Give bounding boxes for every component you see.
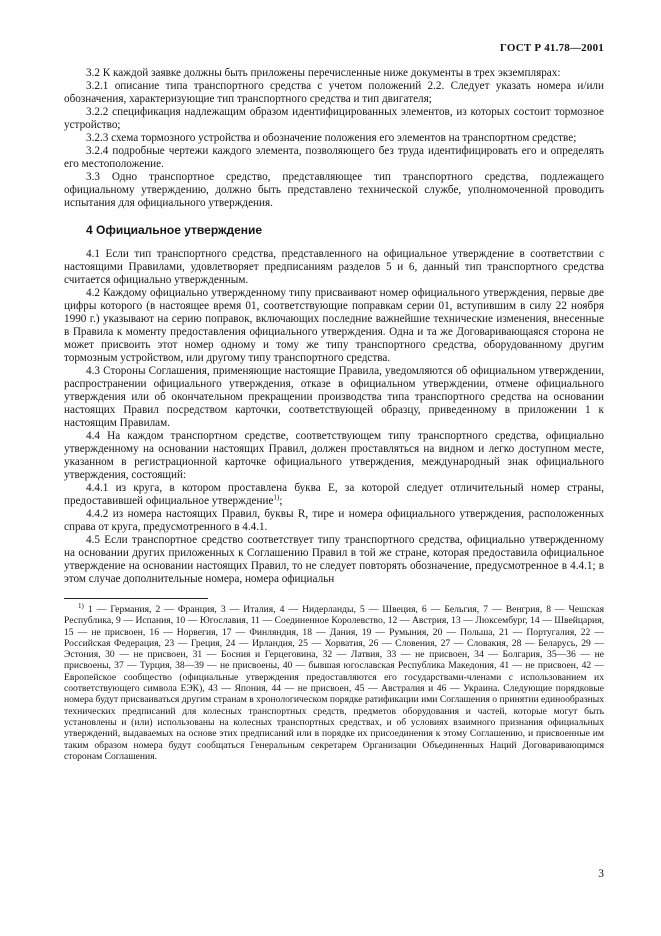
paragraph-3-2-1: 3.2.1 описание типа транспортного средства с учетом положений 2.2. Следует указать номера и/или обозначения, характеризующие тип транспортного средства и тип двигателя; xyxy=(64,80,604,105)
paragraph-4-4-2: 4.4.2 из номера настоящих Правил, буквы R, тире и номера официального утверждения, расположенных справа от круга, предусмотренного в 4.4.1. xyxy=(64,508,604,533)
paragraph-4-3: 4.3 Стороны Соглашения, применяющие настоящие Правила, уведомляются об официальном утверждении, распространении официального утверждения, отказе в официальном утверждении, отмене официального утверждения или об окончательном прекращении производства типа транспортного средства на основании настоящих Правил посредством карточки, соответствующей образцу, приведенному в приложении 1 к настоящим Правилам. xyxy=(64,365,604,429)
doc-number: ГОСТ Р 41.78—2001 xyxy=(499,42,604,54)
footnote-section xyxy=(64,598,604,762)
paragraph-3-2-4: 3.2.4 подробные чертежи каждого элемента, позволяющего без труда идентифицировать его и определять его местоположение. xyxy=(64,145,604,170)
paragraph-text: 4.4.1 из круга, в котором проставлена буква Е, за которой следует отличительный номер страны, предоставившей официальное утверждение xyxy=(64,482,604,507)
paragraph-text: ; xyxy=(279,495,283,507)
section-4-heading: 4 Официальное утверждение xyxy=(86,223,263,237)
document-body xyxy=(64,67,604,586)
paragraph-3-3: 3.3 Одно транспортное средство, представляющее тип транспортного средства, подлежащего официальному утверждению, должно быть представлено технической службе, уполномоченной проводить испытания для официального утверждения. xyxy=(64,171,604,209)
paragraph-4-5: 4.5 Если транспортное средство соответствует типу транспортного средства, официально утвержденному на основании других приложенных к Соглашению Правил в той же стране, которая предоставила официальное утверждение на основании настоящих Правил, то не следует повторять обозначение, предусмотренное в 4.4.1; в этом случае дополнительные номера, номера официальн xyxy=(64,534,604,585)
doc-header xyxy=(64,42,604,54)
page-number: 3 xyxy=(598,868,604,880)
paragraph-4-4: 4.4 На каждом транспортном средстве, соответствующем типу транспортного средства, официально утвержденному на основании настоящих Правил, должен проставляться на видном и легко доступном месте, указанном в регистрационной карточке официального утверждения, международный знак официального утверждения, состоящий: xyxy=(64,430,604,481)
footnote-reference: 1) xyxy=(273,493,280,502)
paragraph-3-2: 3.2 К каждой заявке должны быть приложены перечисленные ниже документы в трех экземплярах: xyxy=(86,67,561,79)
paragraph-3-2-3: 3.2.3 схема тормозного устройства и обозначение положения его элементов на транспортном средстве; xyxy=(86,132,577,144)
paragraph-4-2: 4.2 Каждому официально утвержденному типу присваивают номер официального утверждения, первые две цифры которого (в настоящее время 01, соответствующие поправкам серии 01, вступившим в силу 22 ноября 1990 г.) указывают на серию поправок, включающих последние важнейшие технические изменения, внесенные в Правила к моменту предоставления официального утверждения. Одна и та же Договаривающаяся сторона не может присвоить этот номер одному и тому же типу транспортного средства, оборудованному другим тормозным устройством, или другому типу транспортного средства. xyxy=(64,287,604,364)
paragraph-4-1: 4.1 Если тип транспортного средства, представленного на официальное утверждение в соответствии с настоящими Правилами, удовлетворяет предписаниям разделов 5 и 6, данный тип транспортного средства считается официально утвержденным. xyxy=(64,248,604,286)
footnote-body: 1 — Германия, 2 — Франция, 3 — Италия, 4 — Нидерланды, 5 — Швеция, 6 — Бельгия, 7 — Венгрия, 8 — Чешская Республика, 9 — Испания, 10 — Югославия, 11 — Соединенное Королевство, 12 — Австрия, 13 — Люксембург, 14 — Швейцария, 15 — не присвоен, 16 — Норвегия, 17 — Финляндия, 18 — Дания, 19 — Румыния, 20 — Польша, 21 — Португалия, 22 — Российская Федерация, 23 — Греция, 24 — Ирландия, 25 — Хорватия, 26 — Словения, 27 — Словакия, 28 — Беларусь, 29 — Эстония, 30 — не присвоен, 31 — Босния и Герцеговина, 32 — Латвия, 33 — не присвоен, 34 — Болгария, 35—36 — не присвоены, 37 — Турция, 38—39 — не присвоены, 40 — бывшая югославская Республика Македония, 41 — не присвоен, 42 — Европейское сообщество (официальные утверждения предоставляются его государствами-членами с использованием их соответствующего символа ЕЭК), 43 — Япония, 44 — не присвоен, 45 — Австралия и 46 — Украина. Следующие порядковые номера будут присваиваться другим странам в хронологическом порядке ратификации ими Соглашения о принятии единообразных технических предписаний для колесных транспортных средств, предметов оборудования и частей, которые могут быть установлены и (или) использованы на колесных транспортных средствах, и об условиях взаимного признания официальных утверждений, выдаваемых на основе этих предписаний или в порядке их присоединения к этому Соглашению, и присвоенные им таким образом номера будут сообщаться Генеральным секретарем Организации Объединенных Наций Договаривающимся сторонам Соглашения. xyxy=(64,604,604,762)
paragraph-3-2-2: 3.2.2 спецификация надлежащим образом идентифицированных элементов, из которых состоит тормозное устройство; xyxy=(64,106,604,131)
footnote-divider xyxy=(64,598,208,599)
footnote-text xyxy=(64,601,604,762)
paragraph-4-4-1 xyxy=(64,482,604,508)
footnote-marker: 1) xyxy=(78,601,84,610)
